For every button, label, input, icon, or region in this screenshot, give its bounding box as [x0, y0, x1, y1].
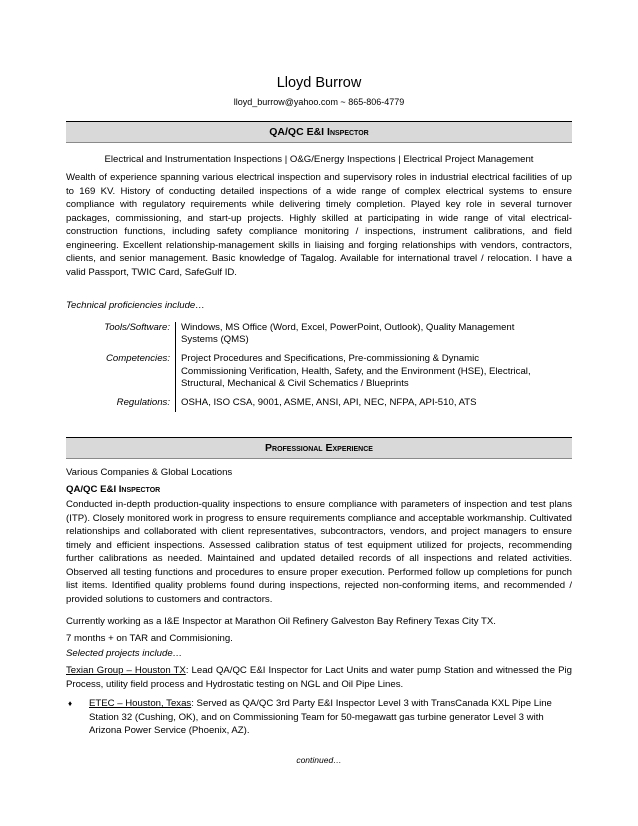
proficiency-row — [66, 353, 572, 397]
continued-note: continued… — [296, 755, 342, 765]
tech-proficiencies-intro: Technical proficiencies include… — [66, 300, 205, 311]
texian-company-link[interactable]: Texian Group – Houston TX — [66, 665, 186, 676]
proficiencies-table — [66, 322, 572, 412]
title-band: QA/QC E&I Inspector — [66, 121, 572, 143]
company-line: Various Companies & Global Locations — [66, 467, 233, 478]
current-position: Currently working as a I&E Inspector at Marathon Oil Refinery Galveston Bay Refinery Texas City TX. — [66, 616, 496, 627]
diamond-bullet-icon: ♦ — [68, 699, 73, 708]
texian-project-text: : Lead QA/QC E&I Inspector for Lact Units and water pump Station and witnessed the Pig Process, utility field process and Hydrostatic testing on NGL and Oil Pipe Lines. — [66, 665, 572, 690]
tenure-line: 7 months + on TAR and Commisioning. — [66, 633, 233, 644]
proficiency-label: Competencies: — [106, 353, 170, 365]
proficiency-row — [66, 322, 572, 353]
proficiency-value: Project Procedures and Specifications, Pre-commissioning & Dynamic Commissioning Verification, Health, Safety, and the Environment (HSE), Electrical, Structural, Mechanical & Civil Schematics / Blueprints — [175, 353, 531, 397]
projects-intro: Selected projects include… — [66, 648, 183, 659]
contact-info: lloyd_burrow@yahoo.com ~ 865-806-4779 — [233, 97, 405, 107]
proficiency-value: Windows, MS Office (Word, Excel, PowerPoint, Outlook), Quality Management Systems (QMS) — [175, 322, 531, 353]
experience-band: Professional Experience — [66, 437, 572, 459]
proficiency-label: Tools/Software: — [104, 322, 170, 333]
summary-paragraph: Wealth of experience spanning various electrical inspection and supervisory roles in industrial electrical facilities of up to 169 KV. History of conducting detailed inspections of a wide range of complex electrical systems to ensure compliance with regulatory requirements while delivering timely completion. Played key role in several turnover packages, commissioning, and start-up projects. Highly skilled at participating in wide range of vital electrical-construction functions, including safety compliance monitoring / inspections, instrument calibrations, and field engineering. Excellent relationship-management skills in liaising and forging relationships with vendors, contractors, clients, and senior management. Basic knowledge of Tagalog. Available for international travel / relocation. I have a valid Passport, TWIC Card, SafeGulf ID. — [66, 172, 572, 278]
project-texian — [66, 664, 572, 691]
role-title: QA/QC E&I Inspector — [66, 484, 161, 495]
proficiency-row — [66, 397, 572, 412]
etec-project-text — [89, 697, 569, 738]
proficiency-value: OSHA, ISO CSA, 9001, ASME, ANSI, API, NEC, NFPA, API-510, ATS — [175, 397, 531, 412]
etec-project-description: : Served as QA/QC 3rd Party E&I Inspector Level 3 with TransCanada KXL Pipe Line Station 32 (Cushing, OK), and on Commissioning Team for 50-megawatt gas turbine generator Level 3 with Arizona Power Service (Phoenix, AZ). — [89, 698, 552, 737]
project-etec — [66, 697, 572, 738]
candidate-name: Lloyd Burrow — [276, 75, 362, 91]
experience-description: Conducted in-depth production-quality inspections to ensure compliance with parameters of inspection and test plans (ITP). Closely monitored work in progress to ensure requirements compliance and acceptable workmanship. Cultivated relationships and collaborated with client representatives, subcontractors, vendors, and project managers to ensure timely and efficient inspections. Assessed calibration status of test equipment utilized for projects, recommending further calibrations as needed. Maintained and updated detailed records of all inspections and related activities. Observed all testing functions and procedures to ensure proper execution. Performed follow up completions for punch list items. Identified quality problems found during inspections, rejected non-conforming items, and recommended / provided solutions to customers and contractors. — [66, 499, 572, 605]
etec-company-link[interactable]: ETEC – Houston, Texas — [89, 698, 192, 709]
proficiency-label: Regulations: — [116, 397, 170, 409]
tagline: Electrical and Instrumentation Inspections | O&G/Energy Inspections | Electrical Project Management — [104, 154, 534, 165]
